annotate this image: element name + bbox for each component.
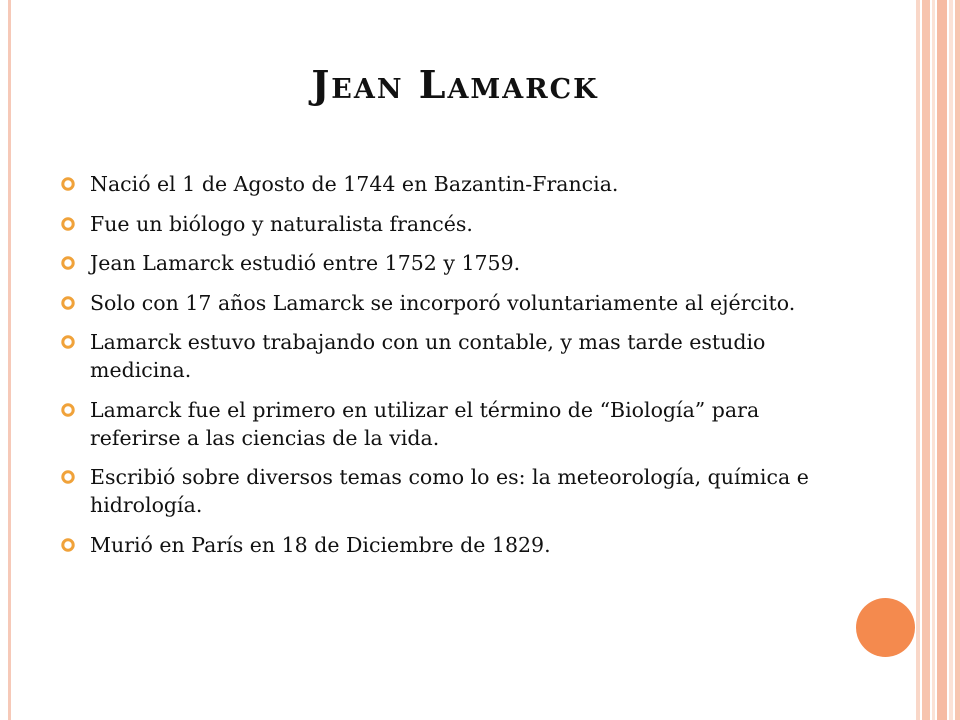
bullet-ring-icon (60, 216, 76, 232)
right-stripe (949, 0, 953, 720)
bullet-text: Fue un biólogo y naturalista francés. (90, 211, 473, 236)
bullet-list (60, 170, 820, 570)
bullet-item (60, 463, 820, 519)
bullet-text: Lamarck estuvo trabajando con un contable, y mas tarde estudio medicina. (90, 330, 766, 382)
bullet-ring-icon (60, 402, 76, 418)
bullet-ring-icon (60, 334, 76, 350)
bullet-ring-icon (60, 176, 76, 192)
bullet-text: Solo con 17 años Lamarck se incorporó voluntariamente al ejército. (90, 290, 796, 315)
right-stripe (922, 0, 930, 720)
bullet-item (60, 170, 820, 198)
left-border-line (8, 0, 11, 720)
right-stripe (937, 0, 947, 720)
bullet-text: Lamarck fue el primero en utilizar el término de “Biología” para referirse a las ciencias de la vida. (90, 397, 760, 450)
right-stripe (955, 0, 960, 720)
bullet-text: Murió en París en 18 de Diciembre de 1829. (90, 532, 551, 557)
right-stripe (932, 0, 935, 720)
bullet-text: Escribió sobre diversos temas como lo es: la meteorología, química e hidrología. (90, 465, 809, 517)
bullet-ring-icon (60, 537, 76, 553)
bullet-ring-icon (60, 255, 76, 271)
bullet-ring-icon (60, 469, 76, 485)
bullet-item (60, 531, 820, 559)
bullet-item (60, 289, 820, 317)
right-stripe (916, 0, 920, 720)
bullet-item (60, 210, 820, 238)
bullet-item (60, 328, 820, 384)
bullet-item (60, 396, 820, 452)
bullet-item (60, 249, 820, 277)
decorative-circle (856, 598, 915, 657)
bullet-text: Nació el 1 de Agosto de 1744 en Bazantin-Francia. (90, 172, 619, 196)
bullet-text: Jean Lamarck estudió entre 1752 y 1759. (90, 251, 521, 275)
bullet-ring-icon (60, 295, 76, 311)
slide-title: Jean Lamarck (311, 62, 599, 107)
